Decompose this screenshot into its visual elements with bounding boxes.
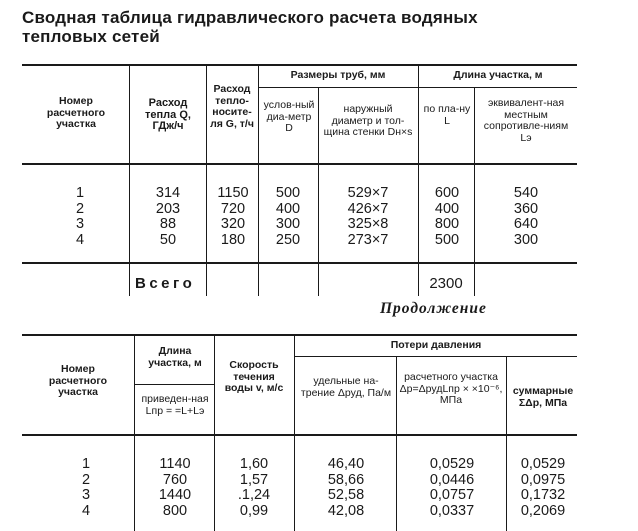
column-specific-loss: [298, 457, 394, 519]
column-section-number: [66, 457, 106, 519]
cell: 0,0446: [429, 471, 475, 488]
table1-col-divider: [474, 87, 475, 296]
cell: 4: [75, 231, 85, 248]
header-pipe-sizes: Размеры труб, мм: [290, 69, 386, 81]
cell: 1: [81, 456, 91, 472]
cell: 0,99: [239, 502, 269, 519]
cell: 46,40: [327, 456, 365, 472]
cell: 203: [155, 200, 181, 217]
cell: 88: [159, 216, 177, 232]
table2-col-divider: [294, 334, 295, 531]
table1-col-divider: [206, 64, 207, 296]
header-section-number: Номер расчетного участка: [48, 363, 108, 398]
cell: 760: [162, 471, 188, 488]
page-title: Сводная таблица гидравлического расчета водяных тепловых сетей: [22, 8, 478, 46]
cell: 529×7: [347, 185, 389, 201]
cell: 325×8: [347, 216, 389, 232]
header-section-number: Номер расчетного участка: [46, 95, 106, 130]
continuation-label: Продолжение: [380, 300, 487, 317]
cell: 400: [275, 200, 301, 217]
total-value: 2300: [429, 275, 463, 292]
cell: 300: [275, 216, 301, 232]
cell: 0,0337: [429, 502, 475, 519]
column-total-loss: [508, 457, 578, 519]
cell: 50: [159, 231, 177, 248]
cell: 1: [75, 185, 85, 201]
column-reduced-length: [138, 457, 212, 519]
cell: 800: [162, 502, 188, 519]
header-total-loss: суммарные ΣΔp, МПа: [512, 385, 574, 409]
cell: 0,0529: [520, 456, 566, 472]
cell: 500: [434, 231, 460, 248]
cell: 1,57: [239, 471, 269, 488]
cell: 0,0975: [520, 471, 566, 488]
cell: 1140: [159, 456, 191, 472]
cell: 1440: [158, 487, 192, 503]
cell: 500: [275, 185, 301, 201]
column-nominal-diameter: [262, 186, 314, 248]
table1-col-divider: [318, 87, 319, 296]
cell: 720: [220, 200, 246, 217]
column-coolant-flow: [208, 186, 258, 248]
column-outer-diameter: [322, 186, 414, 248]
table2-top-rule: [22, 334, 577, 336]
header-coolant-flow: Расход тепло-носите-ля G, т/ч: [210, 83, 254, 130]
cell: 1150: [217, 185, 249, 201]
cell: 0,1732: [520, 487, 566, 503]
table1-header-rule: [22, 163, 577, 165]
header-section-length: Длина участка, м: [453, 69, 543, 81]
header-reduced-length: приведен-ная Lпр = =L+Lэ: [141, 393, 209, 417]
table2-header-rule: [22, 434, 577, 436]
cell: 1,60: [239, 456, 269, 472]
cell: 400: [434, 200, 460, 217]
cell: 52,58: [327, 487, 365, 503]
column-heat-flow: [134, 186, 202, 248]
table1-col-divider: [418, 64, 419, 296]
header-section-loss: расчетного участка Δp=ΔpудLпр × ×10⁻⁶, МПа: [399, 371, 503, 406]
cell: 600: [434, 185, 460, 201]
cell: 2: [75, 200, 85, 217]
cell: 0,2069: [520, 502, 566, 519]
table1-col-divider: [129, 64, 130, 296]
cell: 42,08: [327, 502, 365, 519]
cell: 273×7: [347, 231, 389, 248]
header-outer-diameter: наружный диаметр и тол-щина стенки Dн×s: [323, 103, 413, 138]
cell: 300: [513, 231, 539, 248]
column-equivalent-length: [488, 186, 564, 248]
table2-group-rule: [294, 356, 577, 357]
table2-col-divider: [506, 356, 507, 531]
cell: 320: [220, 216, 246, 232]
cell: 58,66: [327, 471, 365, 488]
table1-top-rule: [22, 64, 577, 66]
column-velocity: [218, 457, 290, 519]
total-label: Всего: [135, 275, 196, 292]
table1-body-rule: [22, 262, 577, 264]
cell: 0,0757: [429, 487, 475, 503]
cell: 360: [513, 200, 539, 217]
cell: 640: [513, 216, 539, 232]
cell: .1,24: [237, 487, 271, 503]
cell: 540: [513, 185, 539, 201]
cell: 3: [75, 216, 85, 232]
table2-col-divider: [134, 334, 135, 531]
header-heat-flow: Расход тепла Q, ГДж/ч: [145, 97, 191, 132]
cell: 3: [81, 487, 91, 503]
column-section-number: [60, 186, 100, 248]
cell: 426×7: [347, 200, 389, 217]
header-specific-loss: удельные на-трение Δpуд, Па/м: [300, 375, 392, 399]
table2-col-divider: [396, 356, 397, 531]
column-length-by-plan: [420, 186, 474, 248]
header-velocity: Скорость течения воды v, м/с: [224, 359, 284, 394]
table1-col-divider: [258, 64, 259, 296]
cell: 180: [220, 231, 246, 248]
cell: 250: [275, 231, 301, 248]
cell: 4: [81, 502, 91, 519]
cell: 314: [155, 185, 181, 201]
cell: 0,0529: [429, 456, 475, 472]
header-length-by-plan: по пла-ну L: [423, 103, 471, 127]
header-nominal-diameter: услов-ный диа-метр D: [263, 99, 315, 134]
header-equivalent-length: эквивалент-ная местным сопротивле-ниям Lэ: [483, 97, 569, 144]
table2-col-divider: [214, 334, 215, 531]
header-pressure-losses: Потери давления: [390, 339, 482, 351]
header-section-length: Длина участка, м: [148, 345, 202, 369]
table2-group-rule: [134, 384, 214, 385]
cell: 2: [81, 471, 91, 488]
cell: 800: [434, 216, 460, 232]
column-section-loss: [400, 457, 504, 519]
